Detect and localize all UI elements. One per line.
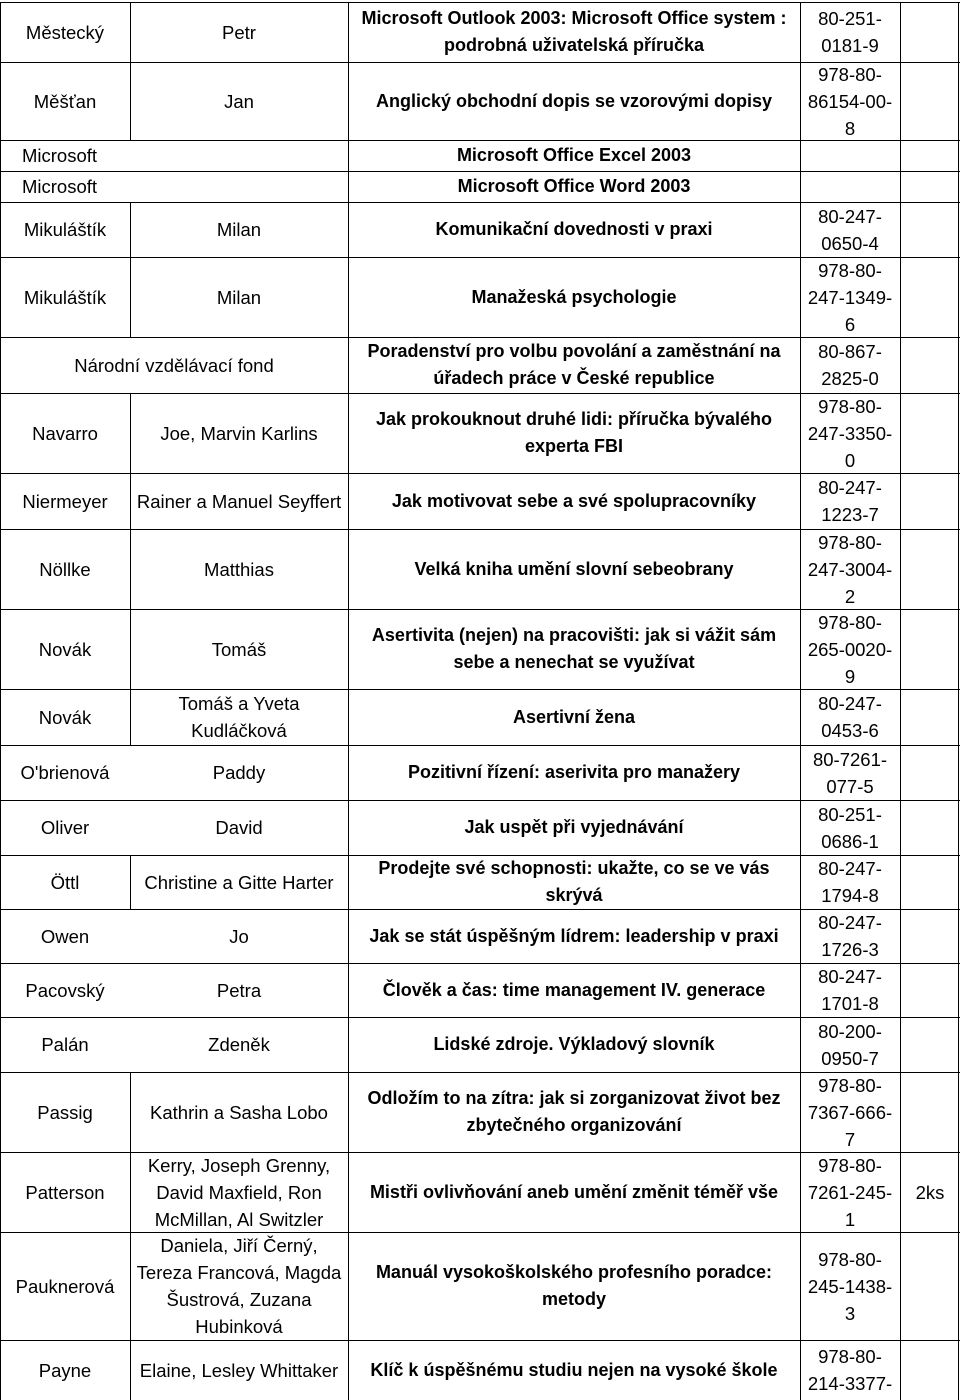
author-firstname: Kerry, Joseph Grenny, David Maxfield, Ron McMillan, Al Switzler — [147, 1154, 331, 1230]
author-surname: Měšťan — [33, 90, 97, 112]
col-border — [958, 140, 959, 171]
author-surname: Novák — [38, 706, 92, 728]
book-isbn: 978-80-86154-00-8 — [807, 63, 893, 139]
book-isbn — [800, 171, 900, 202]
book-title: Odložím to na zítra: jak si zorganizovat život bez zbytečného organizování — [367, 1088, 781, 1135]
col-border — [800, 689, 801, 745]
col-border — [900, 745, 901, 800]
row-border — [0, 337, 960, 338]
col-border — [900, 689, 901, 745]
book-isbn: 80-251-0181-9 — [818, 8, 882, 56]
book-isbn: 978-80-7367-666-7 — [807, 1074, 893, 1150]
col-border — [900, 337, 901, 393]
col-border — [0, 140, 1, 171]
book-title: Prodejte své schopnosti: ukažte, co se ve vás skrývá — [378, 858, 770, 905]
col-border — [348, 800, 349, 855]
col-border — [900, 257, 901, 337]
col-border — [0, 745, 1, 800]
author-surname: Owen — [40, 925, 90, 947]
author-firstname: Rainer a Manuel Seyffert — [136, 490, 342, 512]
col-border — [958, 1152, 959, 1232]
book-title: Manažeská psychologie — [471, 286, 677, 307]
book-title: Asertivita (nejen) na pracovišti: jak si vážit sám sebe a nenechat se využívat — [371, 625, 777, 672]
col-border — [800, 909, 801, 963]
col-border — [0, 257, 1, 337]
book-isbn: 80-247-1701-8 — [818, 966, 882, 1014]
col-border — [900, 800, 901, 855]
book-isbn — [800, 140, 900, 171]
col-border — [900, 963, 901, 1017]
col-border — [958, 171, 959, 202]
author-firstname: Petr — [222, 21, 256, 43]
book-title: Velká kniha umění slovní sebeobrany — [414, 558, 734, 579]
col-border — [800, 800, 801, 855]
col-border — [348, 1017, 349, 1072]
col-border — [958, 909, 959, 963]
col-border — [348, 171, 349, 202]
book-isbn: 978-80-265-0020-9 — [807, 611, 893, 687]
book-isbn: 80-7261-077-5 — [812, 748, 888, 797]
book-title: Komunikační dovednosti v praxi — [435, 219, 713, 239]
book-isbn: 80-247-1223-7 — [818, 477, 882, 525]
row-border — [0, 800, 960, 801]
col-border — [348, 909, 349, 963]
author-surname: Mikuláštík — [23, 219, 107, 240]
author-surname: Pauknerová — [15, 1275, 115, 1297]
col-border — [958, 609, 959, 689]
col-border — [958, 963, 959, 1017]
col-border — [348, 855, 349, 909]
col-border — [0, 855, 1, 909]
col-border — [800, 257, 801, 337]
book-isbn: 978-80-214-3377- — [807, 1346, 893, 1394]
col-border — [900, 473, 901, 529]
col-border — [900, 202, 901, 257]
row-border — [0, 257, 960, 258]
col-border — [900, 62, 901, 140]
row-border — [0, 1017, 960, 1018]
col-border — [130, 689, 131, 745]
book-isbn: 80-867-2825-0 — [818, 341, 882, 389]
book-title: Pozitivní řízení: aserivita pro manažery — [407, 762, 741, 782]
col-border — [800, 1232, 801, 1340]
col-border — [800, 1017, 801, 1072]
col-border — [0, 393, 1, 473]
col-border — [0, 2, 1, 62]
author-firstname: Petra — [216, 979, 262, 1001]
author-surname: Novák — [38, 638, 92, 660]
author-surname: Palán — [41, 1034, 89, 1055]
col-border — [348, 609, 349, 689]
col-border — [800, 963, 801, 1017]
col-border — [900, 171, 901, 202]
col-border — [958, 855, 959, 909]
col-border — [0, 1017, 1, 1072]
book-title: Microsoft Office Word 2003 — [457, 176, 691, 196]
row-border — [0, 529, 960, 530]
row-border — [0, 62, 960, 63]
col-border — [348, 473, 349, 529]
col-border — [800, 337, 801, 393]
col-border — [348, 689, 349, 745]
author-firstname: Jo — [229, 925, 249, 947]
book-note: 2ks — [915, 1181, 945, 1203]
col-border — [348, 1072, 349, 1152]
author-surname: O'brienová — [20, 762, 110, 783]
col-border — [348, 2, 349, 62]
col-border — [800, 1340, 801, 1400]
col-border — [130, 257, 131, 337]
col-border — [348, 140, 349, 171]
col-border — [0, 529, 1, 609]
col-border — [0, 1232, 1, 1340]
col-border — [958, 800, 959, 855]
col-border — [958, 1340, 959, 1400]
author-surname: Městecký — [25, 21, 105, 43]
book-isbn: 978-80-7261-245-1 — [807, 1154, 893, 1230]
book-isbn: 80-247-1794-8 — [818, 858, 882, 906]
col-border — [0, 1072, 1, 1152]
row-border — [0, 963, 960, 964]
book-isbn: 978-80-245-1438-3 — [807, 1248, 893, 1324]
author-surname: Navarro — [32, 422, 98, 444]
col-border — [130, 1072, 131, 1152]
author-firstname: Joe, Marvin Karlins — [160, 422, 318, 444]
col-border — [0, 473, 1, 529]
row-border — [0, 855, 960, 856]
author-firstname: Tomáš — [211, 638, 267, 660]
book-title: Jak se stát úspěšným lídrem: leadership v praxi — [369, 925, 779, 946]
col-border — [900, 855, 901, 909]
col-border — [900, 909, 901, 963]
col-border — [130, 2, 131, 62]
author-surname: Národní vzdělávací fond — [74, 354, 274, 376]
col-border — [800, 62, 801, 140]
book-isbn: 978-80-247-3350-0 — [807, 395, 893, 471]
col-border — [130, 202, 131, 257]
author-surname: Nöllke — [39, 558, 91, 580]
col-border — [800, 2, 801, 62]
author-surname: Microsoft — [22, 145, 98, 166]
col-border — [958, 257, 959, 337]
col-border — [900, 2, 901, 62]
col-border — [900, 1072, 901, 1152]
col-border — [348, 1152, 349, 1232]
author-firstname: Christine a Gitte Harter — [144, 871, 334, 893]
col-border — [348, 202, 349, 257]
book-isbn: 80-200-0950-7 — [818, 1020, 882, 1069]
author-firstname: Elaine, Lesley Whittaker — [139, 1359, 339, 1381]
book-title: Člověk a čas: time management IV. generace — [382, 979, 766, 1000]
book-title: Asertivní žena — [512, 706, 636, 727]
col-border — [130, 473, 131, 529]
book-isbn: 80-247-0650-4 — [818, 205, 882, 254]
author-surname: Patterson — [25, 1181, 105, 1203]
row-border — [0, 1340, 960, 1341]
col-border — [900, 140, 901, 171]
col-border — [0, 963, 1, 1017]
author-surname: Niermeyer — [22, 490, 108, 512]
row-border — [0, 909, 960, 910]
col-border — [800, 140, 801, 171]
col-border — [800, 1072, 801, 1152]
col-border — [130, 609, 131, 689]
row-border — [0, 689, 960, 690]
col-border — [958, 1232, 959, 1340]
book-title: Lidské zdroje. Výkladový slovník — [433, 1034, 715, 1054]
col-border — [0, 609, 1, 689]
author-surname: Pacovský — [25, 979, 105, 1001]
author-firstname: Paddy — [212, 762, 266, 783]
col-border — [800, 529, 801, 609]
col-border — [900, 1232, 901, 1340]
col-border — [130, 529, 131, 609]
row-border — [0, 393, 960, 394]
col-border — [130, 62, 131, 140]
col-border — [958, 2, 959, 62]
col-border — [800, 855, 801, 909]
book-isbn: 80-247-1726-3 — [818, 912, 882, 960]
col-border — [958, 62, 959, 140]
col-border — [348, 963, 349, 1017]
col-border — [958, 337, 959, 393]
col-border — [958, 689, 959, 745]
book-title: Poradenství pro volbu povolání a zaměstnání na úřadech práce v České republice — [367, 341, 781, 388]
author-surname: Payne — [38, 1359, 92, 1381]
col-border — [900, 1340, 901, 1400]
row-border — [0, 202, 960, 203]
row-border — [0, 140, 960, 141]
col-border — [348, 1340, 349, 1400]
book-isbn: 978-80-247-3004-2 — [807, 531, 893, 607]
col-border — [0, 800, 1, 855]
author-firstname: Kathrin a Sasha Lobo — [150, 1101, 328, 1123]
book-title: Microsoft Office Excel 2003 — [456, 145, 692, 165]
col-border — [348, 393, 349, 473]
book-isbn: 978-80-247-1349-6 — [807, 259, 893, 335]
row-border — [0, 745, 960, 746]
author-surname: Passig — [37, 1101, 93, 1123]
book-title: Jak prokouknout druhé lidi: příručka bývalého experta FBI — [375, 409, 773, 456]
author-firstname: Daniela, Jiří Černý, Tereza Francová, Magda Šustrová, Zuzana Hubinková — [136, 1235, 342, 1337]
col-border — [130, 855, 131, 909]
row-border — [0, 609, 960, 610]
book-title: Klíč k úspěšnému studiu nejen na vysoké škole — [370, 1359, 778, 1380]
row-border — [0, 1072, 960, 1073]
author-surname: Microsoft — [22, 176, 98, 197]
col-border — [348, 529, 349, 609]
author-firstname: Milan — [216, 219, 262, 240]
col-border — [800, 393, 801, 473]
col-border — [130, 1340, 131, 1400]
row-border — [0, 2, 960, 3]
col-border — [900, 1152, 901, 1232]
col-border — [348, 62, 349, 140]
author-firstname: David — [215, 817, 263, 838]
row-border — [0, 473, 960, 474]
row-border — [0, 1152, 960, 1153]
book-title: Mistři ovlivňování aneb umění změnit téměř vše — [369, 1181, 779, 1202]
col-border — [800, 202, 801, 257]
col-border — [0, 1152, 1, 1232]
col-border — [130, 1152, 131, 1232]
col-border — [0, 337, 1, 393]
book-title: Manuál vysokoškolského profesního poradce: metody — [375, 1262, 773, 1309]
author-firstname: Milan — [216, 286, 262, 308]
book-isbn: 80-247-0453-6 — [818, 693, 882, 741]
col-border — [348, 1232, 349, 1340]
author-surname: Oliver — [40, 817, 90, 838]
book-isbn: 80-251-0686-1 — [818, 803, 882, 852]
col-border — [800, 1152, 801, 1232]
author-firstname: Zdeněk — [208, 1034, 270, 1055]
author-firstname: Jan — [224, 90, 254, 112]
col-border — [800, 609, 801, 689]
col-border — [348, 257, 349, 337]
row-border — [0, 1232, 960, 1233]
col-border — [130, 393, 131, 473]
col-border — [0, 689, 1, 745]
row-border — [0, 171, 960, 172]
col-border — [958, 393, 959, 473]
author-firstname: Tomáš a Yveta Kudláčková — [178, 693, 300, 741]
col-border — [0, 62, 1, 140]
author-surname: Öttl — [50, 871, 80, 893]
col-border — [800, 171, 801, 202]
col-border — [900, 529, 901, 609]
book-title: Microsoft Outlook 2003: Microsoft Office system : podrobná uživatelská příručka — [361, 8, 787, 55]
col-border — [900, 1017, 901, 1072]
author-surname: Mikuláštík — [23, 286, 107, 308]
col-border — [0, 909, 1, 963]
col-border — [130, 1232, 131, 1340]
col-border — [800, 745, 801, 800]
book-title: Jak motivovat sebe a své spolupracovníky — [391, 490, 757, 511]
col-border — [0, 171, 1, 202]
col-border — [900, 393, 901, 473]
col-border — [348, 337, 349, 393]
col-border — [958, 473, 959, 529]
col-border — [958, 529, 959, 609]
col-border — [958, 1017, 959, 1072]
col-border — [800, 473, 801, 529]
col-border — [0, 1340, 1, 1400]
book-title: Jak uspět při vyjednávání — [464, 817, 684, 837]
author-firstname: Matthias — [204, 558, 274, 580]
col-border — [958, 202, 959, 257]
col-border — [900, 609, 901, 689]
col-border — [348, 745, 349, 800]
col-border — [958, 745, 959, 800]
col-border — [0, 202, 1, 257]
book-title: Anglický obchodní dopis se vzorovými dopisy — [375, 90, 773, 111]
col-border — [958, 1072, 959, 1152]
